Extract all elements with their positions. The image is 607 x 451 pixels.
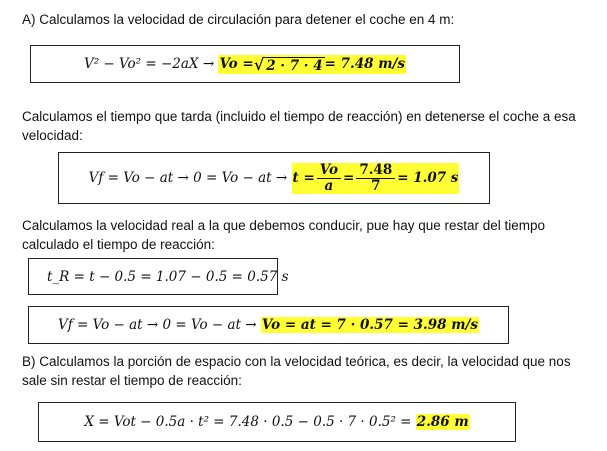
equation-velocity-box xyxy=(30,45,460,83)
equation-distance-lhs: X = Vot − 0.5a · t² = 7.48 · 0.5 − 0.5 · 7 · 0.5² = xyxy=(84,414,412,430)
fraction-numerator: Vo xyxy=(317,163,341,179)
equation-distance-box xyxy=(38,402,516,442)
sqrt-symbol: √ xyxy=(253,54,265,74)
fraction-denominator-value: 7 xyxy=(371,177,381,194)
velocity-symbol: Vo = xyxy=(219,56,254,72)
time-value: = 1.07 s xyxy=(397,170,459,186)
fraction-vo-over-a xyxy=(317,163,341,194)
equation-time-lhs: Vf = Vo − at → 0 = Vo − at → xyxy=(88,170,288,186)
time-symbol: t = xyxy=(292,170,315,186)
equation-real-velocity-lhs: Vf = Vo − at → 0 = Vo − at → xyxy=(57,317,257,333)
equation-real-velocity-result: Vo = at = 7 · 0.57 = 3.98 m/s xyxy=(261,317,479,333)
sqrt-radicand: 2 · 7 · 4 xyxy=(266,57,323,74)
real-velocity-paragraph: Calculamos la velocidad real a la que debemos conducir, pue hay que restar del tiempo calculado el tiempo de reacción: xyxy=(22,218,546,252)
fraction-denominator: a xyxy=(324,177,334,194)
section-a-intro: A) Calculamos la velocidad de circulación para detener el coche en 4 m: xyxy=(22,12,455,27)
equation-real-velocity-box xyxy=(28,306,509,344)
time-paragraph: Calculamos el tiempo que tarda (incluido el tiempo de reacción) en detenerse el coche a esa velocidad: xyxy=(22,109,576,143)
fraction-values xyxy=(356,163,395,194)
equation-velocity-lhs: V² − Vo² = −2aX → xyxy=(83,56,215,72)
equation-reaction-time-box xyxy=(28,258,289,295)
equation-distance-result: 2.86 m xyxy=(416,414,469,430)
equation-velocity-result xyxy=(218,55,406,74)
equation-time-box xyxy=(58,152,490,204)
velocity-value: = 7.48 m/s xyxy=(324,56,406,72)
sqrt-expression xyxy=(254,55,325,74)
equation-time-result xyxy=(292,163,460,194)
equation-reaction-time: t_R = t − 0.5 = 1.07 − 0.5 = 0.57 s xyxy=(47,268,289,285)
equals-sign: = xyxy=(343,170,355,186)
section-b-paragraph: B) Calculamos la porción de espacio con la velocidad teórica, es decir, la velocidad que nos sale sin restar el tiempo de reacción: xyxy=(22,354,571,388)
fraction-numerator-value: 7.48 xyxy=(356,163,395,179)
